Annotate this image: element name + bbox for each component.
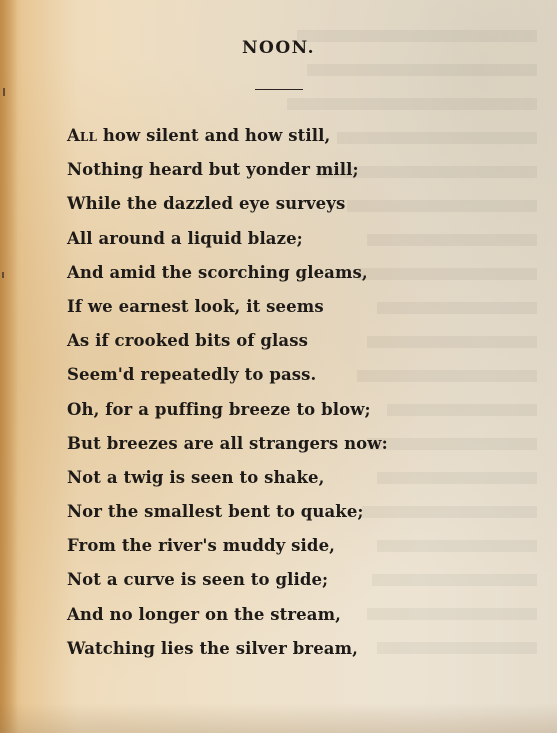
title-rule [255, 89, 303, 90]
poem-line: Nor the smallest bent to quake; [67, 502, 364, 522]
poem-line: And amid the scorching gleams, [67, 262, 368, 282]
poem-line: As if crooked bits of glass [67, 331, 308, 351]
first-line-text: how silent and how still, [96, 126, 331, 145]
poem-line: If we earnest look, it seems [67, 296, 324, 316]
drop-initial-word: All [67, 126, 97, 145]
poem-line: But breezes are all strangers now: [67, 433, 388, 453]
page-bottom-shadow [0, 703, 557, 733]
poem-line: Nothing heard but yonder mill; [67, 160, 359, 180]
poem-title: NOON. [241, 38, 316, 58]
margin-speck [3, 88, 5, 96]
poem-line [67, 124, 537, 158]
poem-line: Not a curve is seen to glide; [67, 570, 329, 590]
poem-line: From the river's muddy side, [67, 536, 336, 556]
poem-line: Oh, for a puffing breeze to blow; [67, 399, 371, 419]
poem-body [67, 124, 537, 671]
poem-line: Seem'd repeatedly to pass. [67, 365, 317, 385]
poem-line: All around a liquid blaze; [67, 228, 303, 248]
poem-line: Not a twig is seen to shake, [67, 467, 325, 487]
poem-line: While the dazzled eye surveys [67, 194, 346, 214]
margin-speck [2, 272, 4, 278]
poem-line: Watching lies the silver bream, [67, 638, 358, 658]
page-gutter-shadow [0, 0, 18, 733]
poem-line: And no longer on the stream, [67, 604, 341, 624]
